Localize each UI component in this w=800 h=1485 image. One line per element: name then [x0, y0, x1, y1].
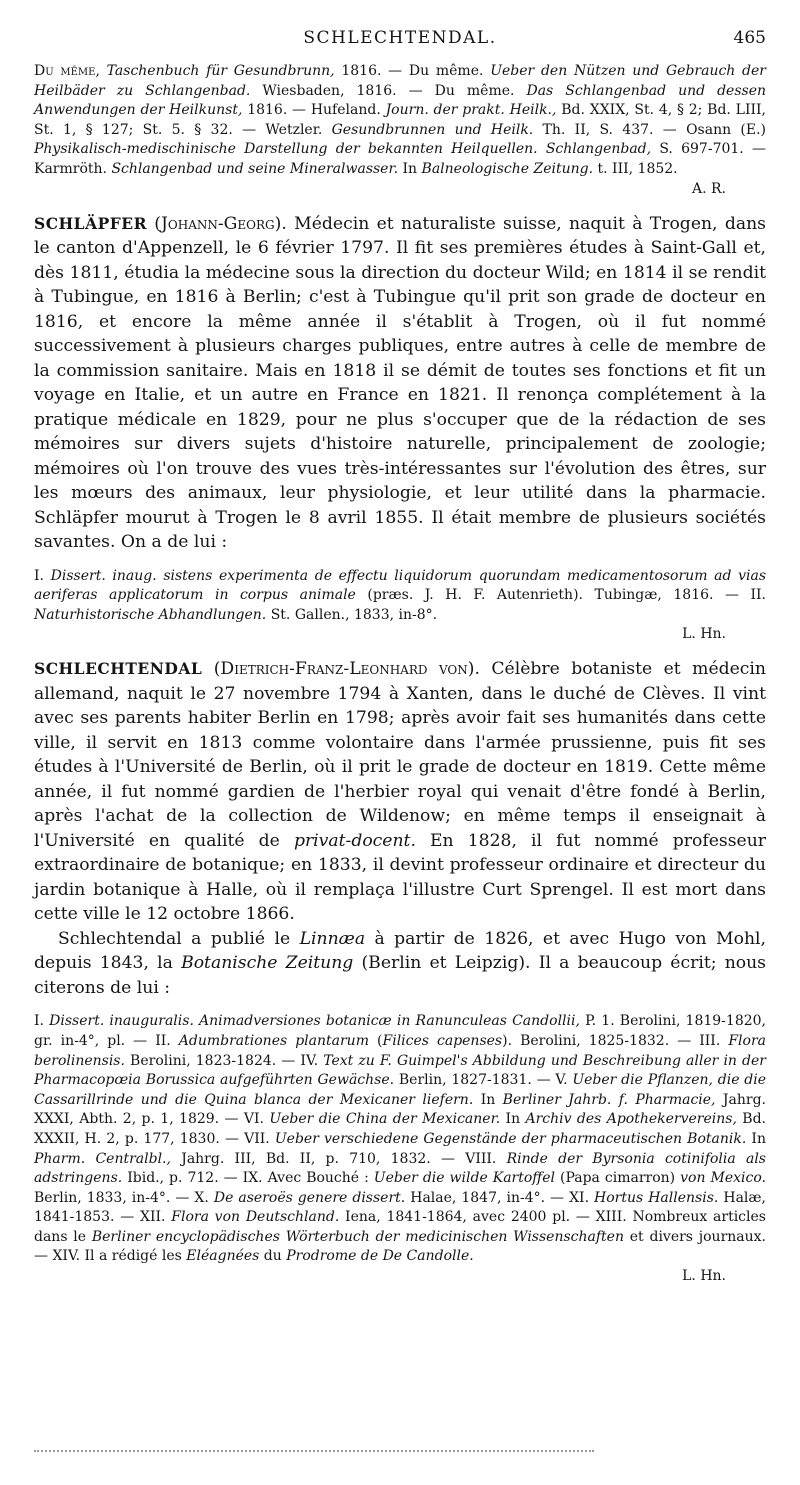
entry-schlechtendal-paragraph-2: Schlechtendal a publié le Linnæa à partir de 1826, et avec Hugo von Mohl, depuis 1843, la Botanische Zeitung (Berlin et Leipzig). Il a beaucoup écrit; nous citerons de lui :: [34, 928, 767, 998]
previous-entry-references: Du même, Taschenbuch für Gesundbrunn, 1816. — Du même. Ueber den Nützen und Gebrauch der Heilbäder zu Schlangenbad. Wiesbaden, 1816. — Du même. Das Schlangenbad und dessen Anwendungen der Heilkunst, 1816. — Hufeland. Journ. der prakt. Heilk., Bd. XXIX, St. 4, § 2; Bd. LIII, St. 1, § 127; St. 5. § 32. — Wetzler. Gesundbrunnen und Heilk. Th. II, S. 437. — Osann (E.) Physikalisch-medischinische Darstellung der bekannten Heilquellen. Schlangenbad, S. 697-701. — Karmröth. Schlangenbad und seine Mineralwasser. In Balneologische Zeitung. t. III, 1852.: [34, 63, 767, 177]
entry-schlechtendal-signature: L. Hn.: [682, 1268, 726, 1285]
entry-schlechtendal-body: SCHLECHTENDAL (Dietrich-Franz-Leonhard von). Célèbre botaniste et médecin allemand, naquit le 27 novembre 1794 à Xanten, dans le duché de Clèves. Il vint avec ses parents habiter Berlin en 1798; après avoir fait ses humanités dans cette ville, il servit en 1813 comme volontaire dans l'armée prussienne, puis fit ses études à l'Université de Berlin, où il prit le grade de docteur en 1819. Cette même année, il fut nommé gardien de l'herbier royal qui venait d'être fondé à Berlin, après l'achat de la collection de Wildenow; en même temps il enseignait à l'Université en qualité de privat-docent. En 1828, il fut nommé professeur extraordinaire de botanique; en 1833, il devint professeur ordinaire et directeur du jardin botanique à Halle, où il remplaça l'illustre Curt Sprengel. Il est mort dans cette ville le 12 octobre 1866.: [34, 659, 766, 925]
entry-schlapfer-works: I. Dissert. inaug. sistens experimenta de effectu liquidorum quorundam medicamentosorum ad vias aeriferas applicatorum in corpus animale (præs. J. H. F. Autenrieth). Tubingæ, 1816. — II. Naturhistorische Abhandlungen. St. Gallen., 1833, in-8°.: [34, 567, 767, 623]
entry-headword: SCHLECHTENDAL: [34, 659, 203, 679]
page-bottom-print-marks: [34, 1450, 594, 1454]
page-number: 465: [733, 28, 766, 48]
entry-headword: SCHLÄPFER: [34, 213, 147, 233]
entry-schlapfer-signature: L. Hn.: [682, 626, 726, 643]
entry-schlechtendal-works: I. Dissert. inauguralis. Animadversiones botanicæ in Ranunculeas Candollii, P. 1. Berolini, 1819-1820, gr. in-4°, pl. — II. Adumbrationes plantarum (Filices capenses). Berolini, 1825-1832. — III. Flora berolinensis. Berolini, 1823-1824. — IV. Text zu F. Guimpel's Abbildung und Beschreibung aller in der Pharmacopœia Borussica aufgeführten Gewächse. Berlin, 1827-1831. — V. Ueber die Pflanzen, die die Cassarillrinde und die Quina blanca der Mexicaner liefern. In Berliner Jahrb. f. Pharmacie, Jahrg. XXXI, Abth. 2, p. 1, 1829. — VI. Ueber die China der Mexicaner. In Archiv des Apothekervereins, Bd. XXXII, H. 2, p. 177, 1830. — VII. Ueber verschiedene Gegenstände der pharmaceutischen Botanik. In Pharm. Centralbl., Jahrg. III, Bd. II, p. 710, 1832. — VIII. Rinde der Byrsonia cotinifolia als adstringens. Ibid., p. 712. — IX. Avec Bouché : Ueber die wilde Kartoffel (Papa cimarron) von Mexico. Berlin, 1833, in-4°. — X. De aseroës genere dissert. Halae, 1847, in-4°. — XI. Hortus Hallensis. Halæ, 1841-1853. — XII. Flora von Deutschland. Iena, 1841-1864, avec 2400 pl. — XIII. Nombreux articles dans le Berliner encyclopädisches Wörterbuch der medicinischen Wissenschaften et divers journaux. — XIV. Il a rédigé les Eléagnées du Prodrome de De Candolle.: [34, 1013, 767, 1265]
document-page: [34, 28, 766, 1285]
previous-entry-signature: A. R.: [691, 180, 726, 197]
running-title: SCHLECHTENDAL.: [303, 28, 497, 48]
entry-schlapfer-body: SCHLÄPFER (Johann-Georg). Médecin et naturaliste suisse, naquit à Trogen, dans le canton d'Appenzell, le 6 février 1797. Il fit ses premières études à Saint-Gall et, dès 1811, étudia la médecine sous la direction du docteur Wild; en 1814 il se rendit à Tubingue, en 1816 à Berlin; c'est à Tubingue qu'il prit son grade de docteur en 1816, et encore la même année il s'établit à Trogen, où il fut nommé successivement à plusieurs charges publiques, entre autres à celle de membre de la commission sanitaire. Mais en 1818 il se démit de toutes ses fonctions et fit un voyage en Italie, et un autre en France en 1821. Il renonça complétement à la pratique médicale en 1829, pour ne plus s'occuper que de la rédaction de ses mémoires sur divers sujets d'histoire naturelle, principalement de zoologie; mémoires où l'on trouve des vues très-intéressantes sur l'évolution des êtres, sur les mœurs des animaux, leur physiologie, et leur utilité dans la pharmacie. Schläpfer mourut à Trogen le 8 avril 1855. Il était membre de plusieurs sociétés savantes. On a de lui :: [34, 213, 767, 553]
running-header: [34, 28, 766, 58]
